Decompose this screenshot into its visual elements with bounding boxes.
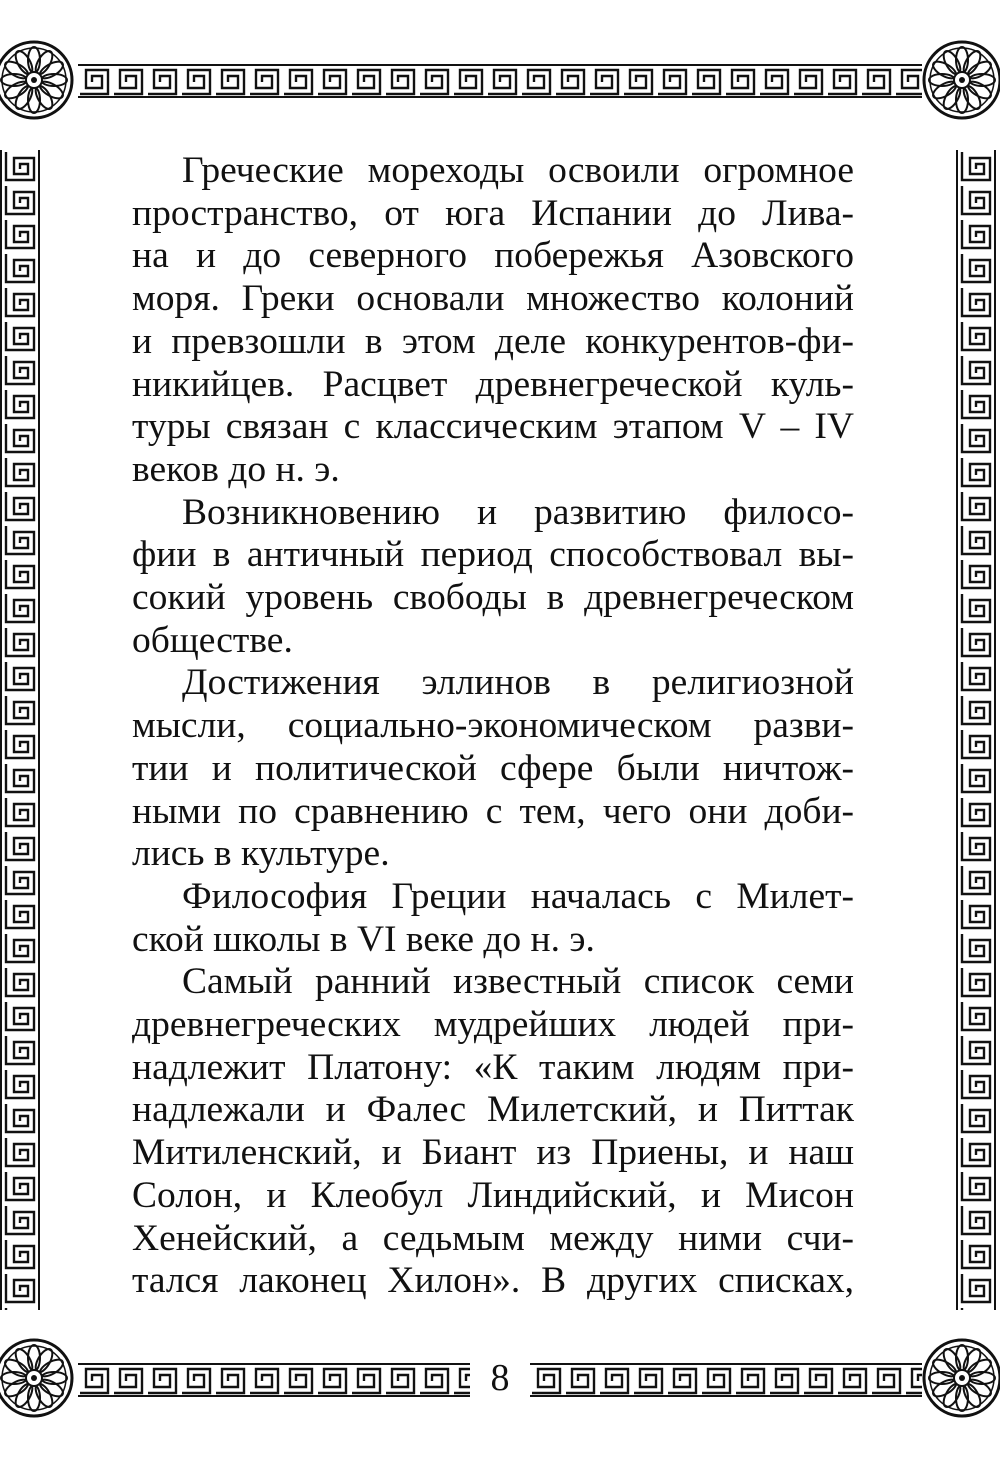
rosette-icon xyxy=(0,1336,76,1420)
text-line: Солон, и Клеобул Линдийский, и Мисон xyxy=(132,1174,854,1216)
text-line: обществе. xyxy=(132,619,293,661)
greek-meander-icon xyxy=(0,150,40,1310)
text-line: Греческие мореходы освоили огромное xyxy=(182,150,854,191)
text-line: фии в античный период способствовал вы- xyxy=(132,534,854,576)
text-line: лись в культуре. xyxy=(132,833,390,875)
text-line: туры связан с классическим этапом V – IV xyxy=(132,406,854,448)
rosette-icon xyxy=(0,38,76,122)
greek-meander-icon xyxy=(956,150,996,1310)
text-line: Самый ранний известный список семи xyxy=(182,961,854,1003)
text-line: никийцев. Расцвет древнегреческой куль- xyxy=(132,363,854,405)
text-line: моря. Греки основали множество колоний xyxy=(132,278,854,320)
text-line: сокий уровень свободы в древнегреческом xyxy=(132,577,854,619)
text-line: тии и политической сфере были ничтож- xyxy=(132,747,854,789)
text-line: пространство, от юга Испании до Лива- xyxy=(132,192,854,234)
text-line: на и до северного побережья Азовского xyxy=(132,235,854,277)
text-line: Философия Греции началась с Милет- xyxy=(182,875,854,917)
paragraph-3 xyxy=(132,662,854,876)
rosette-icon xyxy=(920,1336,1000,1420)
greek-meander-icon xyxy=(78,64,922,98)
text-line: древнегреческих мудрейших людей при- xyxy=(132,1004,854,1046)
paragraph-4 xyxy=(132,876,854,961)
text-line: тался лаконец Хилон». В других списках, xyxy=(132,1260,854,1302)
paragraph-1 xyxy=(132,150,854,492)
text-line: ными по сравнению с тем, чего они доби- xyxy=(132,790,854,832)
page-number: 8 xyxy=(490,1357,510,1399)
text-line: Митиленский, и Биант из Приены, и наш xyxy=(132,1132,854,1174)
rosette-icon xyxy=(920,38,1000,122)
text-line: и превзошли в этом деле конкурентов-фи- xyxy=(132,320,854,362)
page-body xyxy=(132,150,854,1303)
text-line: надлежит Платону: «К таким людям при- xyxy=(132,1046,854,1088)
text-line: веков до н. э. xyxy=(132,448,340,490)
text-line: ской школы в VI веке до н. э. xyxy=(132,918,595,960)
text-line: надлежали и Фалес Милетский, и Питтак xyxy=(132,1089,854,1131)
paragraph-5 xyxy=(132,961,854,1303)
paragraph-2 xyxy=(132,492,854,663)
greek-meander-icon xyxy=(78,1363,470,1397)
text-line: Достижения эллинов в религиозной xyxy=(182,662,854,704)
text-line: мысли, социально-экономическом разви- xyxy=(132,705,854,747)
text-line: Возникновению и развитию филосо- xyxy=(182,491,854,533)
text-line: Хенейский, а седьмым между ними счи- xyxy=(132,1217,854,1259)
greek-meander-icon xyxy=(530,1363,922,1397)
